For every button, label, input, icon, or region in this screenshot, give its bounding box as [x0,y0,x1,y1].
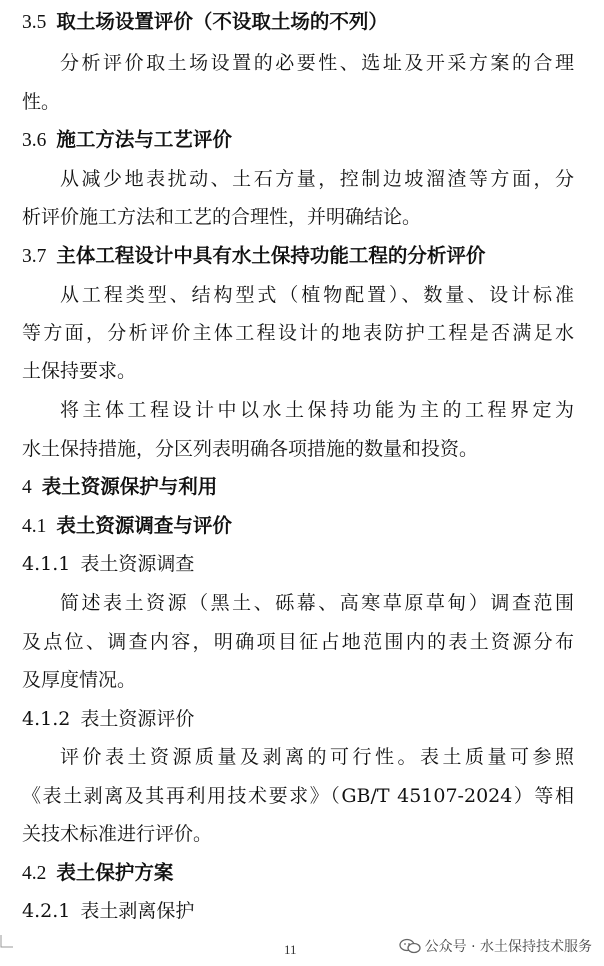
section-heading: 3.6 施工方法与工艺评价 [22,128,232,151]
paragraph-line: 及厚度情况。 [22,669,137,691]
chapter-heading: 4 表土资源保护与利用 [22,475,218,498]
wechat-watermark [399,936,592,956]
section-heading: 3.7 主体工程设计中具有水土保持功能工程的分析评价 [22,244,486,267]
subsection-heading: 4.1.1 表土资源调查 [22,553,195,575]
page-number: 11 [284,942,297,957]
paragraph-line: 分析评价取土场设置的必要性、选址及开采方案的合理 [60,52,574,74]
wechat-icon [399,938,421,954]
paragraph-line: 从减少地表扰动、土石方量，控制边坡溜渣等方面，分 [60,168,574,190]
paragraph-line: 等方面，分析评价主体工程设计的地表防护工程是否满足水 [22,322,574,344]
subsection-heading: 4.2.1 表土剥离保护 [22,900,195,922]
paragraph-line: 《表土剥离及其再利用技术要求》（GB/T 45107-2024）等相 [22,785,574,807]
paragraph-line: 性。 [22,91,61,113]
paragraph-line: 析评价施工方法和工艺的合理性，并明确结论。 [22,206,422,228]
paragraph-line: 水土保持措施，分区列表明确各项措施的数量和投资。 [22,438,479,460]
paragraph-line: 简述表土资源（黑土、砾幕、高寒草原草甸）调查范围 [60,592,574,614]
subsection-heading: 4.1.2 表土资源评价 [22,708,195,730]
paragraph-line: 土保持要求。 [22,360,137,382]
section-heading: 3.5 取土场设置评价（不设取土场的不列） [22,10,388,33]
paragraph-line: 关技术标准进行评价。 [22,823,213,845]
paragraph-line: 及点位、调查内容，明确项目征占地范围内的表土资源分布 [22,631,574,653]
paragraph-line: 将主体工程设计中以水土保持功能为主的工程界定为 [60,399,574,421]
paragraph-line: 评价表土资源质量及剥离的可行性。表土质量可参照 [60,746,574,768]
watermark-text: 公众号 · 水土保持技术服务 [424,939,592,955]
paragraph-line: 从工程类型、结构型式（植物配置）、数量、设计标准 [60,284,574,306]
section-heading: 4.1 表土资源调查与评价 [22,514,232,537]
page-corner-mark [0,934,14,948]
section-heading: 4.2 表土保护方案 [22,861,174,884]
